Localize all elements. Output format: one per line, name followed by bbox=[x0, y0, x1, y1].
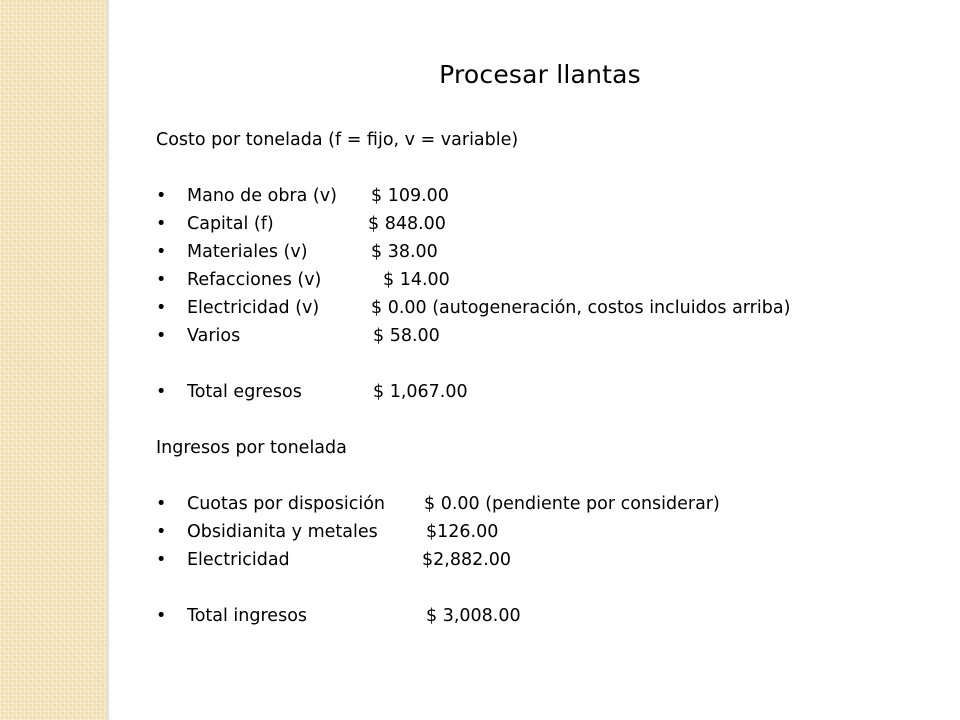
bullet-icon: • bbox=[156, 326, 167, 346]
list-item-materiales bbox=[156, 238, 936, 266]
bullet-icon: • bbox=[156, 522, 167, 542]
item-value: $ 0.00 (pendiente por considerar) bbox=[424, 494, 720, 514]
list-item-capital bbox=[156, 210, 936, 238]
item-value: $2,882.00 bbox=[422, 550, 512, 570]
bullet-icon: • bbox=[156, 494, 167, 514]
costs-heading: Costo por tonelada (f = fijo, v = variable) bbox=[156, 130, 519, 150]
bullet-icon: • bbox=[156, 242, 167, 262]
item-value: $ 3,008.00 bbox=[426, 606, 521, 626]
bullet-icon: • bbox=[156, 550, 167, 570]
side-strip-edge bbox=[106, 0, 109, 720]
bullet-icon: • bbox=[156, 214, 167, 234]
item-label: Obsidianita y metales bbox=[187, 522, 378, 542]
item-label: Refacciones (v) bbox=[187, 270, 322, 290]
item-label: Capital (f) bbox=[187, 214, 274, 234]
list-item-refacciones bbox=[156, 266, 936, 294]
item-label: Materiales (v) bbox=[187, 242, 308, 262]
list-item-electricidad bbox=[156, 294, 936, 322]
income-heading: Ingresos por tonelada bbox=[156, 438, 347, 458]
item-value: $ 38.00 bbox=[371, 242, 438, 262]
list-item-cuotas bbox=[156, 490, 936, 518]
item-value: $ 848.00 bbox=[368, 214, 446, 234]
item-value: $ 14.00 bbox=[383, 270, 450, 290]
item-value: $ 1,067.00 bbox=[373, 382, 468, 402]
item-label: Total egresos bbox=[187, 382, 302, 402]
item-value: $ 58.00 bbox=[373, 326, 440, 346]
list-item-obsidianita bbox=[156, 518, 936, 546]
item-label: Mano de obra (v) bbox=[187, 186, 337, 206]
slide-content bbox=[156, 126, 936, 630]
decorative-side-strip bbox=[0, 0, 106, 720]
bullet-icon: • bbox=[156, 382, 167, 402]
item-value: $ 0.00 (autogeneración, costos incluidos arriba) bbox=[371, 298, 791, 318]
bullet-icon: • bbox=[156, 606, 167, 626]
item-label: Total ingresos bbox=[187, 606, 308, 626]
bullet-icon: • bbox=[156, 298, 167, 318]
list-item-varios bbox=[156, 322, 936, 350]
slide-title: Procesar llantas bbox=[439, 60, 641, 89]
item-value: $126.00 bbox=[426, 522, 499, 542]
item-label: Electricidad bbox=[187, 550, 290, 570]
list-item-total-egresos bbox=[156, 378, 936, 406]
item-label: Electricidad (v) bbox=[187, 298, 320, 318]
list-item-total-ingresos bbox=[156, 602, 936, 630]
item-value: $ 109.00 bbox=[371, 186, 449, 206]
bullet-icon: • bbox=[156, 270, 167, 290]
item-label: Varios bbox=[187, 326, 241, 346]
item-label: Cuotas por disposición bbox=[187, 494, 386, 514]
list-item-electricidad-ingreso bbox=[156, 546, 936, 574]
bullet-icon: • bbox=[156, 186, 167, 206]
list-item-mano-de-obra bbox=[156, 182, 936, 210]
